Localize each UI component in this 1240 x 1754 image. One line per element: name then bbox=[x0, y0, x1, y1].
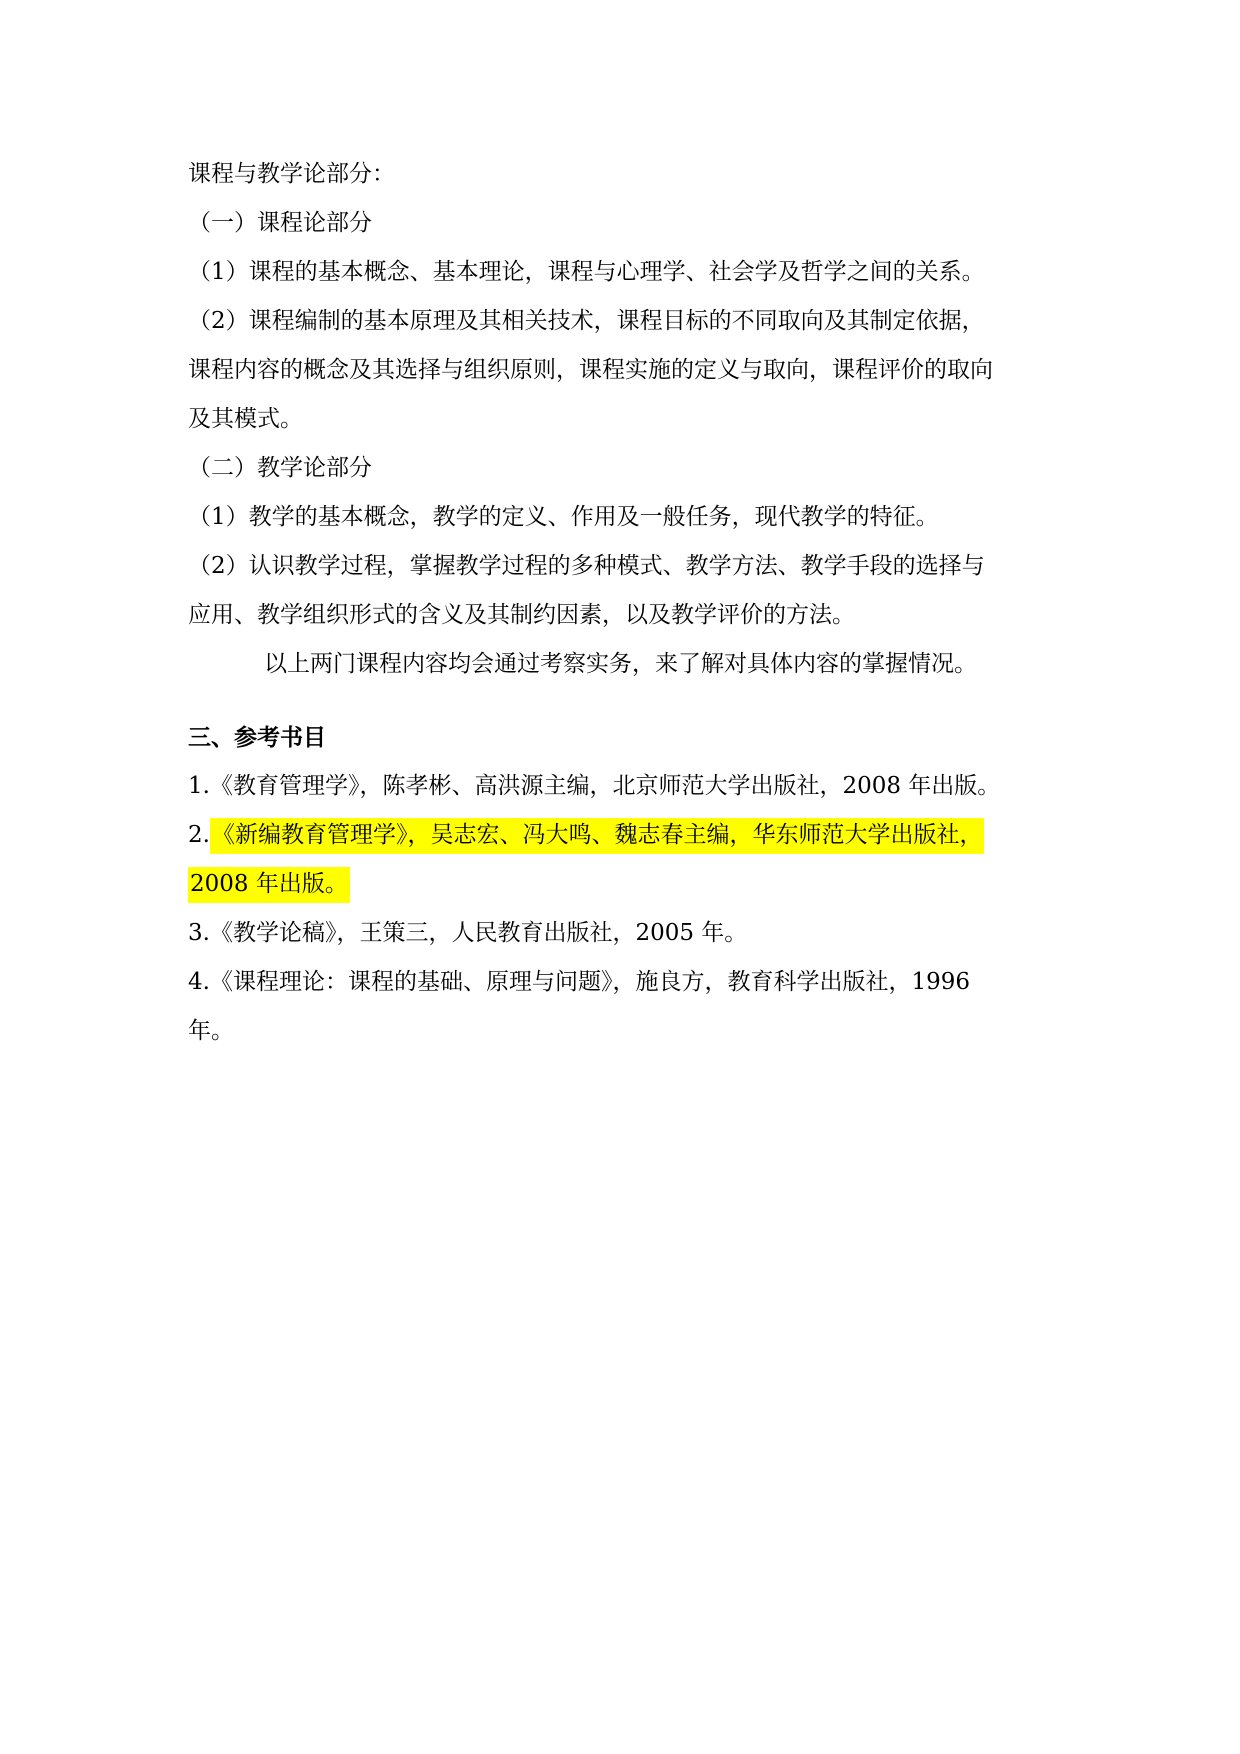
part2-item2-line2: 应用、教学组织形式的含义及其制约因素，以及教学评价的方法。 bbox=[188, 602, 855, 628]
reference-item-4-line1: 4.《课程理论：课程的基础、原理与问题》，施良方，教育科学出版社，1996 bbox=[188, 969, 970, 995]
part1-item2-line1: （2）课程编制的基本原理及其相关技术，课程目标的不同取向及其制定依据， bbox=[188, 308, 985, 334]
part1-item2-line3: 及其模式。 bbox=[188, 406, 303, 432]
reference-item-2-line2 bbox=[188, 860, 1058, 909]
reference-item-1: 1.《教育管理学》，陈孝彬、高洪源主编，北京师范大学出版社，2008 年出版。 bbox=[188, 773, 1001, 799]
references-heading: 三、参考书目 bbox=[188, 724, 326, 751]
part2-item2-line1: （2）认识教学过程，掌握教学过程的多种模式、教学方法、教学手段的选择与 bbox=[188, 553, 985, 579]
reference-item-2-line1 bbox=[188, 811, 1058, 860]
part2-title: （二）教学论部分 bbox=[188, 455, 372, 481]
part2-item1: （1）教学的基本概念，教学的定义、作用及一般任务，现代教学的特征。 bbox=[188, 504, 939, 530]
reference-item-2-number: 2. bbox=[188, 822, 210, 848]
highlighted-text: 《新编教育管理学》，吴志宏、冯大鸣、魏志春主编，华东师范大学出版社， bbox=[210, 818, 985, 854]
section-intro: 课程与教学论部分： bbox=[188, 161, 395, 187]
document-body bbox=[188, 150, 1058, 1056]
part1-item2-line2: 课程内容的概念及其选择与组织原则，课程实施的定义与取向，课程评价的取向 bbox=[188, 357, 993, 383]
section-spacer bbox=[188, 689, 1058, 713]
reference-item-3: 3.《教学论稿》，王策三，人民教育出版社，2005 年。 bbox=[188, 920, 748, 946]
part1-title: （一）课程论部分 bbox=[188, 210, 372, 236]
reference-item-4-line2: 年。 bbox=[188, 1018, 234, 1044]
summary-paragraph: 以上两门课程内容均会通过考察实务，来了解对具体内容的掌握情况。 bbox=[264, 651, 977, 677]
part1-item1: （1）课程的基本概念、基本理论，课程与心理学、社会学及哲学之间的关系。 bbox=[188, 259, 985, 285]
highlighted-text: 2008 年出版。 bbox=[188, 867, 350, 903]
